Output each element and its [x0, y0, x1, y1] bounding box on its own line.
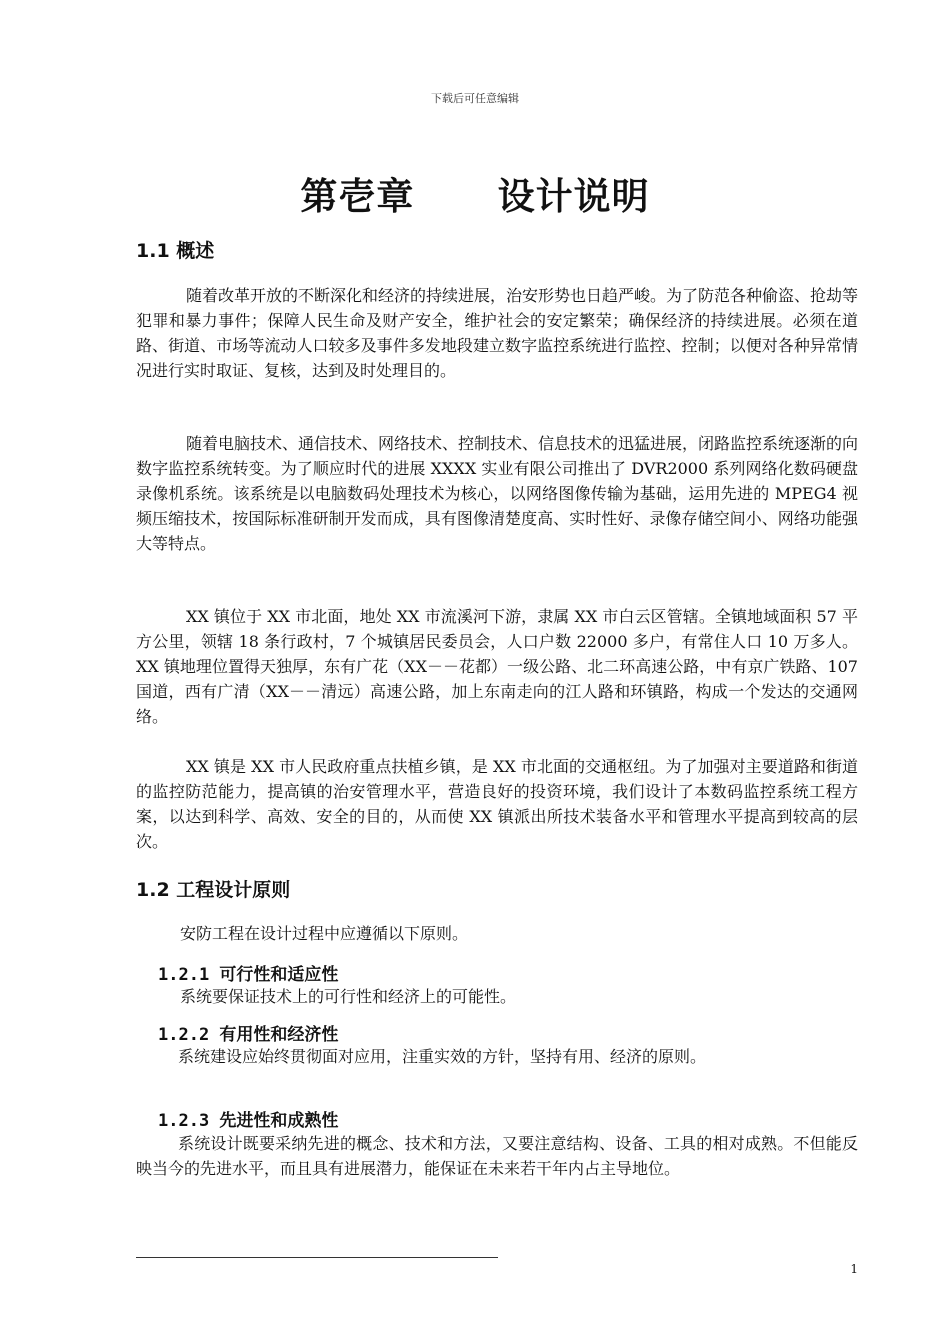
- paragraph-overview-3: XX 镇位于 XX 市北面，地处 XX 市流溪河下游，隶属 XX 市白云区管辖。全镇地域面积 57 平方公里，领辖 18 条行政村，7 个城镇居民委员会，人口户数 22000 多户，有常住人口 10 万多人。XX 镇地理位置得天独厚，东有广花（XX－－花都）一级公路、北二环高速公路，中有京广铁路、107 国道，西有广清（XX－－清远）高速公路，加上东南走向的江人路和环镇路，构成一个发达的交通网络。: [136, 607, 858, 726]
- section-heading-1-1: 1.1 概述: [136, 240, 215, 262]
- paragraph-overview-4: XX 镇是 XX 市人民政府重点扶植乡镇，是 XX 市北面的交通枢纽。为了加强对主要道路和街道的监控防范能力，提高镇的治安管理水平，营造良好的投资环境，我们设计了本数码监控系统工程方案，以达到科学、高效、安全的目的，从而使 XX 镇派出所技术装备水平和管理水平提高到较高的层次。: [136, 757, 858, 851]
- subheading-1-2-2: 1.2.2 有用性和经济性: [158, 1025, 339, 1045]
- section-heading-1-2: 1.2 工程设计原则: [136, 879, 291, 901]
- paragraph-overview-2: 随着电脑技术、通信技术、网络技术、控制技术、信息技术的迅猛进展，闭路监控系统逐渐的向数字监控系统转变。为了顺应时代的进展 XXXX 实业有限公司推出了 DVR2000 系列网络化数码硬盘录像机系统。该系统是以电脑数码处理技术为核心，以网络图像传输为基础，运用先进的 MPEG4 视频压缩技术，按国际标准研制开发而成，具有图像清楚度高、实时性好、录像存储空间小、网络功能强大等特点。: [136, 434, 859, 553]
- page-number: 1: [850, 1262, 858, 1276]
- principles-intro: 安防工程在设计过程中应遵循以下原则。: [180, 924, 469, 943]
- header-note: 下载后可任意编辑: [431, 92, 519, 105]
- subheading-1-2-3: 1.2.3 先进性和成熟性: [158, 1111, 339, 1131]
- subheading-1-2-1: 1.2.1 可行性和适应性: [158, 965, 339, 985]
- paragraph-overview-1: 随着改革开放的不断深化和经济的持续进展，治安形势也日趋严峻。为了防范各种偷盗、抢劫等犯罪和暴力事件；保障人民生命及财产安全，维护社会的安定繁荣；确保经济的持续进展。必须在道路、街道、市场等流动人口较多及事件多发地段建立数字监控系统进行监控、控制；以便对各种异常情况进行实时取证、复核，达到及时处理目的。: [136, 286, 859, 380]
- paragraph-1-2-1: 系统要保证技术上的可行性和经济上的可能性。: [180, 987, 517, 1006]
- paragraph-1-2-2: 系统建设应始终贯彻面对应用，注重实效的方针，坚持有用、经济的原则。: [178, 1047, 707, 1066]
- chapter-title: 第壱章 设计说明: [300, 175, 650, 218]
- footer-rule: [136, 1257, 498, 1258]
- paragraph-1-2-3: 系统设计既要采纳先进的概念、技术和方法，又要注意结构、设备、工具的相对成熟。不但能反映当今的先进水平，而且具有进展潜力，能保证在未来若干年内占主导地位。: [136, 1134, 858, 1178]
